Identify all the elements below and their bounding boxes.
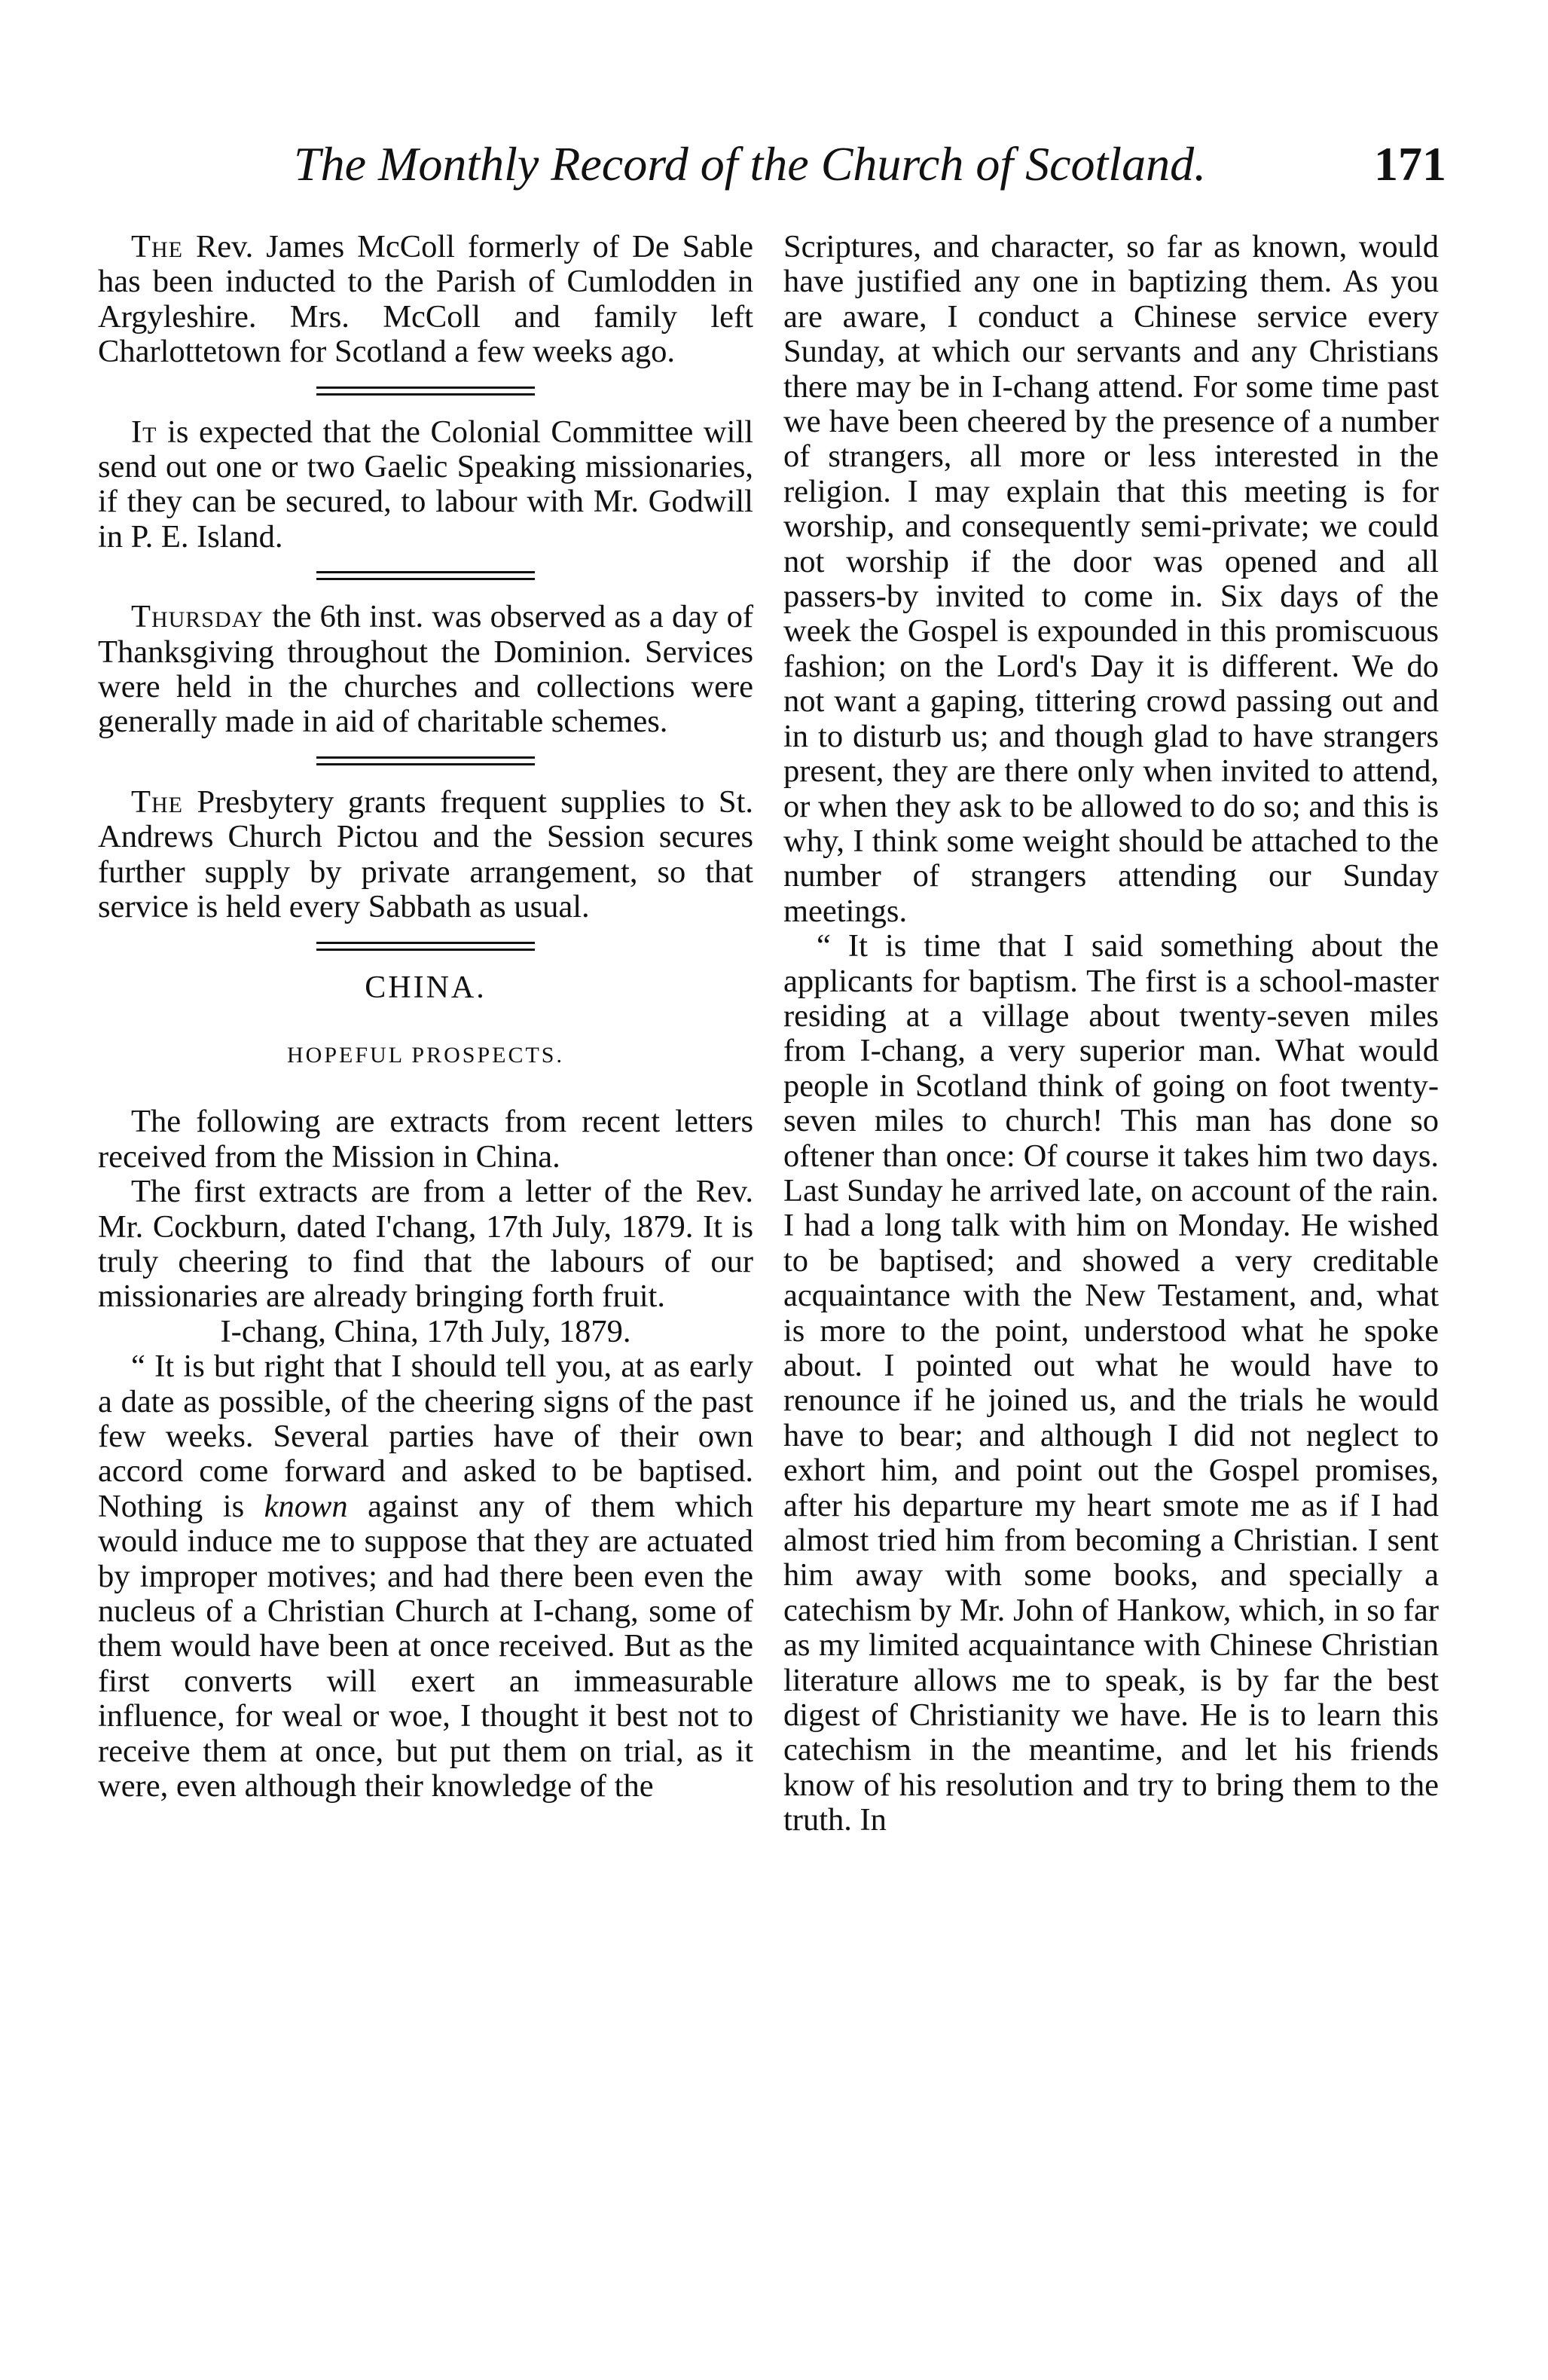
intro-paragraph: The following are extracts from recent letters received from the Mission in China. xyxy=(98,1104,753,1175)
letter-dateline: I-chang, China, 17th July, 1879. xyxy=(220,1313,631,1349)
section-subheading: HOPEFUL PROSPECTS. xyxy=(287,1042,564,1068)
divider-rule xyxy=(316,942,535,951)
notice-presbytery: The Presbytery grants frequent supplies to St. Andrews Church Pictou and the Session secures further supply by private arrangement, so that service is held every Sabbath as usual. xyxy=(98,784,753,925)
notice-lead: Thursday xyxy=(131,599,264,635)
journal-title: The Monthly Record of the Church of Scotland. xyxy=(294,137,1207,191)
notice-lead: It xyxy=(131,414,157,450)
notice-lead: The xyxy=(131,229,183,264)
page-header xyxy=(113,133,1446,200)
page-number: 171 xyxy=(1374,137,1446,191)
divider-rule xyxy=(316,571,535,580)
notice-missionaries: It is expected that the Colonial Committee will send out one or two Gaelic Speaking missionaries, if they can be secured, to labour with Mr. Godwill in P. E. Island. xyxy=(98,414,753,555)
divider-rule xyxy=(316,756,535,765)
notice-mccoll: The Rev. James McColl formerly of De Sable has been inducted to the Parish of Cumlodden in Argyleshire. Mrs. McColl and family left Charlottetown for Scotland a few weeks ago. xyxy=(98,229,753,370)
notice-thanksgiving: Thursday the 6th inst. was observed as a day of Thanksgiving throughout the Dominion. Services were held in the churches and collections were generally made in aid of charitable schemes. xyxy=(98,599,753,740)
cockburn-intro: The first extracts are from a letter of the Rev. Mr. Cockburn, dated I'chang, 17th July, 1879. It is truly cheering to find that the labours of our missionaries are already bringing forth fruit. xyxy=(98,1174,753,1315)
left-column xyxy=(98,230,753,1804)
letter-paragraph: “ It is time that I said something about the applicants for baptism. The first is a school-master residing at a village about twenty-seven miles from I-chang, a very superior man. What would people in Scotland think of going on foot twenty-seven miles to church! This man has done so oftener than once: Of course it takes him two days. Last Sunday he arrived late, on account of the rain. I had a long talk with him on Monday. He wished to be baptised; and showed a very creditable acquaintance with the New Testament, and, what is more to the point, understood what he spoke about. I pointed out what he would have to renounce if he joined us, and the trials he would have to bear; and although I did not neglect to exhort him, and point out the Gospel promises, after his departure my heart smote me as if I had almost tried him from becoming a Christian. I sent him away with some books, and specially a catechism by Mr. John of Hankow, which, in so far as my limited acquaintance with Chinese Christian literature allows me to speak, is by far the best digest of Christianity we have. He is to learn this catechism in the meantime, and let his friends know of his resolution and try to bring them to the truth. In xyxy=(783,928,1439,1838)
right-column xyxy=(783,230,1439,1838)
divider-rule xyxy=(316,386,535,396)
letter-paragraph-continued: Scriptures, and character, so far as known, would have justified any one in baptizing them. As you are aware, I conduct a Chinese service every Sunday, at which our servants and any Christians there may be in I-chang attend. For some time past we have been cheered by the presence of a number of strangers, all more or less interested in the religion. I may explain that this meeting is for worship, and consequently semi-private; we could not worship if the door was opened and all passers-by invited to come in. Six days of the week the Gospel is expounded in this promiscuous fashion; on the Lord's Day it is different. We do not want a gaping, tittering crowd passing out and in to disturb us; and though glad to have strangers present, they are there only when invited to attend, or when they ask to be allowed to do so; and this is why, I think some weight should be attached to the number of strangers attending our Sunday meetings. xyxy=(783,229,1439,929)
emphasis: known xyxy=(264,1488,348,1524)
notice-lead: The xyxy=(131,784,183,820)
section-heading: CHINA. xyxy=(365,970,487,1005)
letter-paragraph: “ It is but right that I should tell you, at as early a date as possible, of the cheering signs of the past few weeks. Several parties have of their own accord come forward and asked to be baptised. Nothing is known against any of them which would induce me to suppose that they are actuated by improper motives; and had there been even the nucleus of a Christian Church at I-chang, some of them would have been at once received. But as the first converts will exert an immeasurable influence, for weal or woe, I thought it best not to receive them at once, but put them on trial, as it were, even although their knowledge of the xyxy=(98,1349,753,1804)
